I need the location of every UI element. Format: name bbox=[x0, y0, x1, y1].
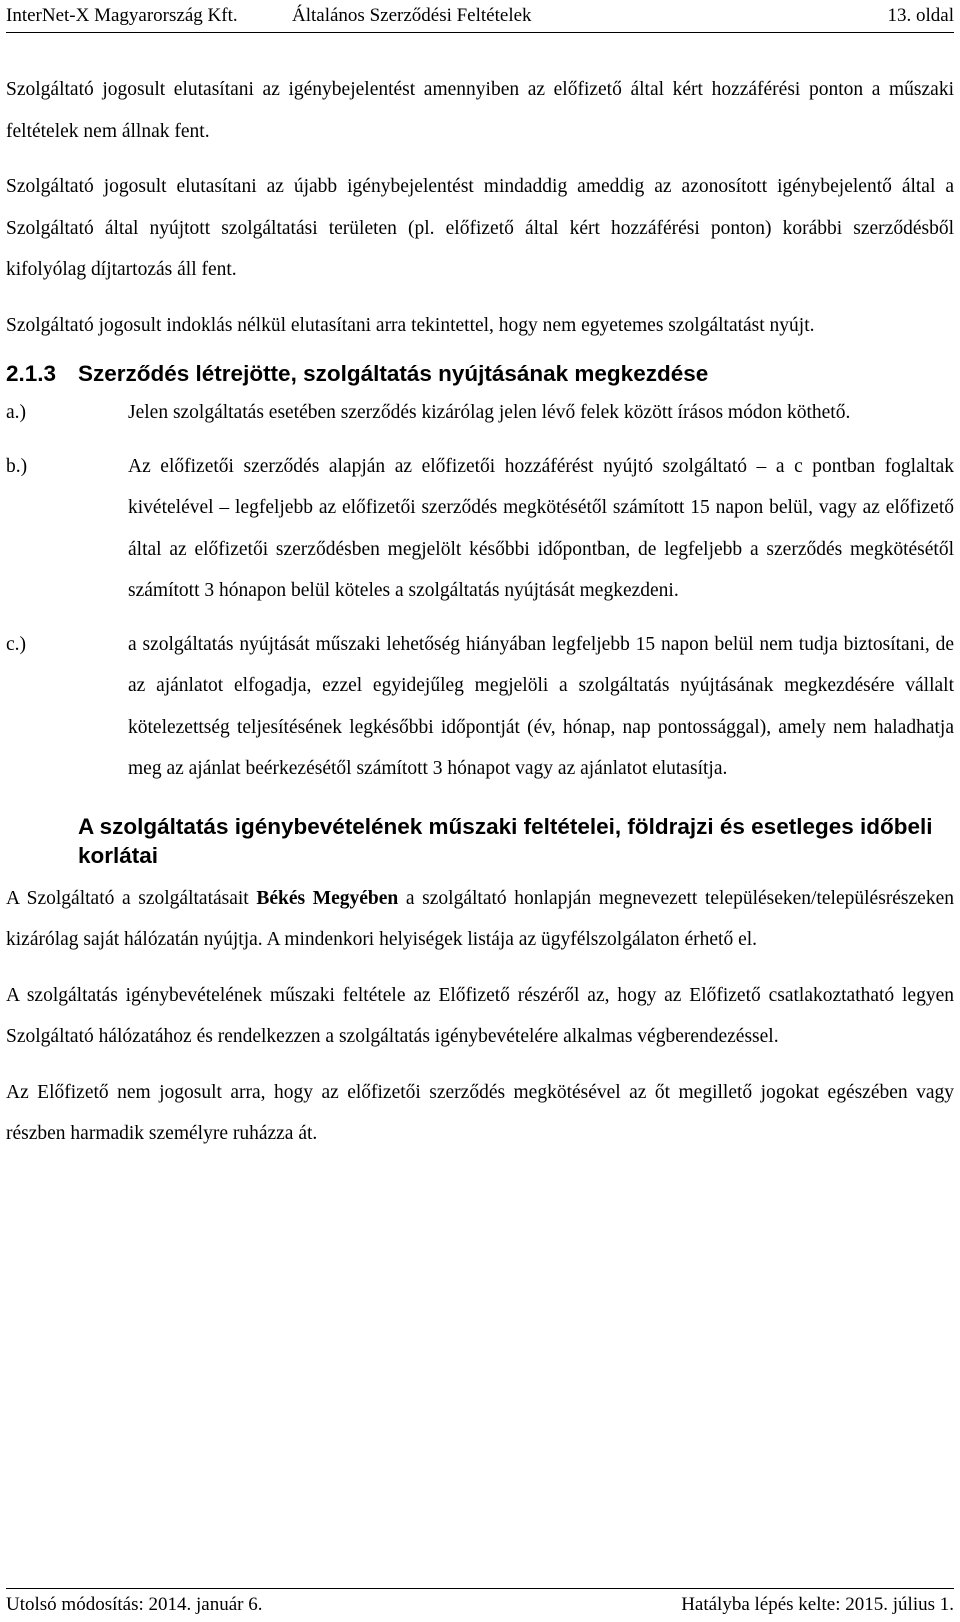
paragraph: A szolgáltatás igénybevételének műszaki feltétele az Előfizető részéről az, hogy az Előfizető csatlakoztatható legyen Szolgáltató hálózatához és rendelkezzen a szolgáltatás igénybevételére alkalmas végberendezéssel. bbox=[6, 984, 954, 1047]
section-number: 2.1.3 bbox=[6, 361, 57, 386]
list-item bbox=[6, 392, 954, 434]
paragraph: Szolgáltató jogosult indoklás nélkül elutasítani arra tekintettel, hogy nem egyetemes szolgáltatást nyújt. bbox=[6, 314, 815, 336]
list-item bbox=[6, 446, 954, 612]
list-item-label: c.) bbox=[6, 633, 27, 655]
list-item-text: Jelen szolgáltatás esetében szerződés kizárólag jelen lévő felek között írásos módon köthető. bbox=[128, 402, 851, 423]
paragraph: Szolgáltató jogosult elutasítani az újabb igénybejelentést mindaddig ameddig az azonosított igénybejelentő által a Szolgáltató által nyújtott szolgáltatási területen (pl. előfizető által kért hozzáférési ponton) korábbi szerződésből kifolyólag díjtartozás áll fent. bbox=[6, 176, 954, 280]
header-company: InterNet-X Magyarország Kft. bbox=[6, 5, 238, 26]
paragraph: Az Előfizető nem jogosult arra, hogy az előfizetői szerződés megkötésével az őt megillető jogokat egészében vagy részben harmadik személyre ruházza át. bbox=[6, 1081, 954, 1144]
header-doc-title: Általános Szerződési Feltételek bbox=[292, 5, 532, 26]
section-heading-2-1-4 bbox=[6, 812, 954, 870]
list-item bbox=[6, 624, 954, 790]
header-rule bbox=[6, 32, 954, 33]
page-footer bbox=[6, 1592, 954, 1618]
paragraph bbox=[6, 878, 954, 961]
footer-last-modified: Utolsó módosítás: 2014. január 6. bbox=[6, 1594, 263, 1615]
page-header bbox=[6, 3, 954, 29]
footer-effective-date: Hatályba lépés kelte: 2015. július 1. bbox=[681, 1594, 954, 1615]
list-item-text: a szolgáltatás nyújtását műszaki lehetőség hiányában legfeljebb 15 napon belül nem tudja biztosítani, de az ajánlatot elfogadja, ezzel egyidejűleg megjelöli a szolgáltatás nyújtásának megkezdésére vállalt kötelezettség teljesítésének legkésőbbi időpontját (év, hónap, nap pontossággal), amely nem haladhatja meg az ajánlat beérkezésétől számított 3 hónapot vagy az ajánlatot elutasítja. bbox=[128, 633, 954, 779]
paragraph-text: a szolgáltató honlapján megnevezett településeken/településrészeken kizárólag saját hálózatán nyújtja. A mindenkori helyiségek listája az ügyfélszolgálaton érhető el. bbox=[6, 887, 954, 950]
section-title: Szerződés létrejötte, szolgáltatás nyújtásának megkezdése bbox=[78, 361, 709, 386]
list-item-text: Az előfizetői szerződés alapján az előfizetői hozzáférést nyújtó szolgáltató – a c pontban foglaltak kivételével – legfeljebb az előfizetői szerződés megkötésétől számított 15 napon belül, vagy az előfizető által az előfizetői szerződésben megjelölt későbbi időpontban, de legfeljebb a szerződés megkötésétől számított 3 hónapon belül köteles a szolgáltatás nyújtását megkezdeni. bbox=[128, 455, 954, 601]
footer-rule bbox=[6, 1588, 954, 1589]
section-heading-2-1-3 bbox=[6, 360, 954, 388]
section-number bbox=[6, 812, 78, 841]
paragraph-bold-text: Békés Megyében bbox=[256, 887, 399, 909]
list-item-label: b.) bbox=[6, 455, 28, 477]
header-page-number: 13. oldal bbox=[887, 5, 954, 26]
list-item-label: a.) bbox=[6, 402, 27, 423]
document-body bbox=[6, 69, 954, 1169]
paragraph-text: A Szolgáltató a szolgáltatásait bbox=[6, 887, 257, 909]
paragraph: Szolgáltató jogosult elutasítani az igénybejelentést amennyiben az előfizető által kért hozzáférési ponton a műszaki feltételek nem állnak fent. bbox=[6, 79, 954, 142]
section-title: A szolgáltatás igénybevételének műszaki feltételei, földrajzi és esetleges időbeli korlátai bbox=[78, 813, 933, 868]
